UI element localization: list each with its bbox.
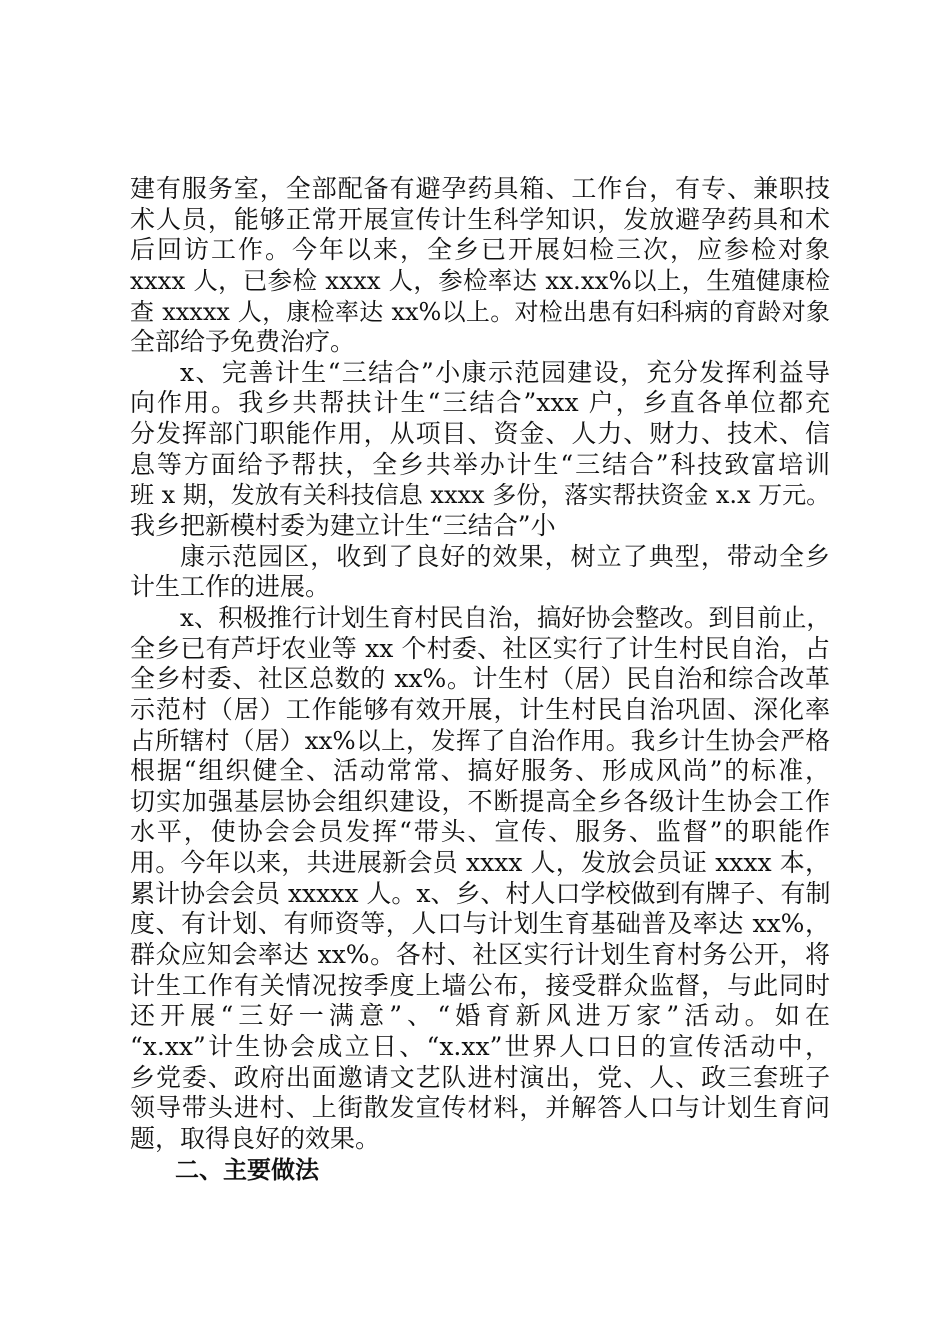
text-line: 示范村（居）工作能够有效开展，计生村民自治巩固、深化率 bbox=[130, 694, 830, 724]
section-heading: 二、主要做法 bbox=[175, 1155, 319, 1184]
text-line: 群众应知会率达 xx%。各村、社区实行计划生育村务公开，将 bbox=[130, 940, 830, 970]
text-line: xxxx 人，已参检 xxxx 人，参检率达 xx.xx%以上，生殖健康检 bbox=[130, 265, 830, 295]
text-line: 查 xxxxx 人，康检率达 xx%以上。对检出患有妇科病的育龄对象 bbox=[130, 297, 830, 326]
text-line: 我乡把新模村委为建立计生“三结合”小 bbox=[130, 511, 556, 541]
text-line: 全乡村委、社区总数的 xx%。计生村（居）民自治和综合改革 bbox=[130, 664, 830, 694]
text-line: 领导带头进村、上街散发宣传材料，并解答人口与计划生育问 bbox=[130, 1093, 830, 1123]
text-line: 累计协会会员 xxxxx 人。x、乡、村人口学校做到有牌子、有制 bbox=[130, 878, 831, 908]
text-line: 水平，使协会会员发挥“带头、宣传、服务、监督”的职能作 bbox=[130, 817, 830, 847]
paragraph-start-line: 康示范园区，收到了良好的效果，树立了典型，带动全乡 bbox=[180, 541, 830, 571]
document-body bbox=[130, 174, 830, 1185]
text-line: 全乡已有芦圩农业等 xx 个村委、社区实行了计生村民自治，占 bbox=[130, 633, 830, 663]
text-line: 用。今年以来，共进展新会员 xxxx 人，发放会员证 xxxx 本， bbox=[130, 848, 830, 878]
text-line: 向作用。我乡共帮扶计生“三结合”xxx 户，乡直各单位都充 bbox=[130, 388, 830, 418]
text-line: 后回访工作。今年以来，全乡已开展妇检三次，应参检对象 bbox=[130, 235, 830, 265]
text-line: 息等方面给予帮扶，全乡共举办计生“三结合”科技致富培训 bbox=[130, 449, 830, 479]
text-line: 乡党委、政府出面邀请文艺队进村演出，党、人、政三套班子 bbox=[130, 1062, 830, 1092]
text-line: 计生工作有关情况按季度上墙公布，接受群众监督，与此同时 bbox=[130, 970, 830, 1000]
text-line: 术人员，能够正常开展宣传计生科学知识，发放避孕药具和术 bbox=[130, 204, 830, 234]
text-line: 班 x 期，发放有关科技信息 xxxx 多份，落实帮扶资金 x.x 万元。 bbox=[130, 481, 831, 510]
text-line: 根据“组织健全、活动常常、搞好服务、形成风尚”的标准， bbox=[130, 756, 830, 786]
text-line: “x.xx”计生协会成立日、“x.xx”世界人口日的宣传活动中， bbox=[130, 1031, 830, 1061]
text-line: 题，取得良好的效果。 bbox=[130, 1123, 381, 1153]
text-line: 度、有计划、有师资等，人口与计划生育基础普及率达 xx%， bbox=[130, 909, 830, 939]
text-line: 建有服务室，全部配备有避孕药具箱、工作台，有专、兼职技 bbox=[130, 174, 830, 203]
text-line: 占所辖村（居）xx%以上，发挥了自治作用。我乡计生协会严格 bbox=[130, 725, 830, 755]
text-line: 还开展“三好一满意”、“婚育新风进万家”活动。如在 bbox=[130, 1001, 830, 1031]
paragraph-start-line: x、积极推行计划生育村民自治，搞好协会整改。到目前止， bbox=[180, 602, 831, 632]
text-line: 全部给予免费治疗。 bbox=[130, 327, 356, 357]
text-line: 分发挥部门职能作用，从项目、资金、人力、财力、技术、信 bbox=[130, 419, 830, 449]
text-line: 计生工作的进展。 bbox=[130, 572, 331, 602]
paragraph-start-line: x、完善计生“三结合”小康示范园建设，充分发挥利益导 bbox=[180, 357, 830, 387]
text-line: 切实加强基层协会组织建设，不断提高全乡各级计生协会工作 bbox=[130, 786, 830, 816]
